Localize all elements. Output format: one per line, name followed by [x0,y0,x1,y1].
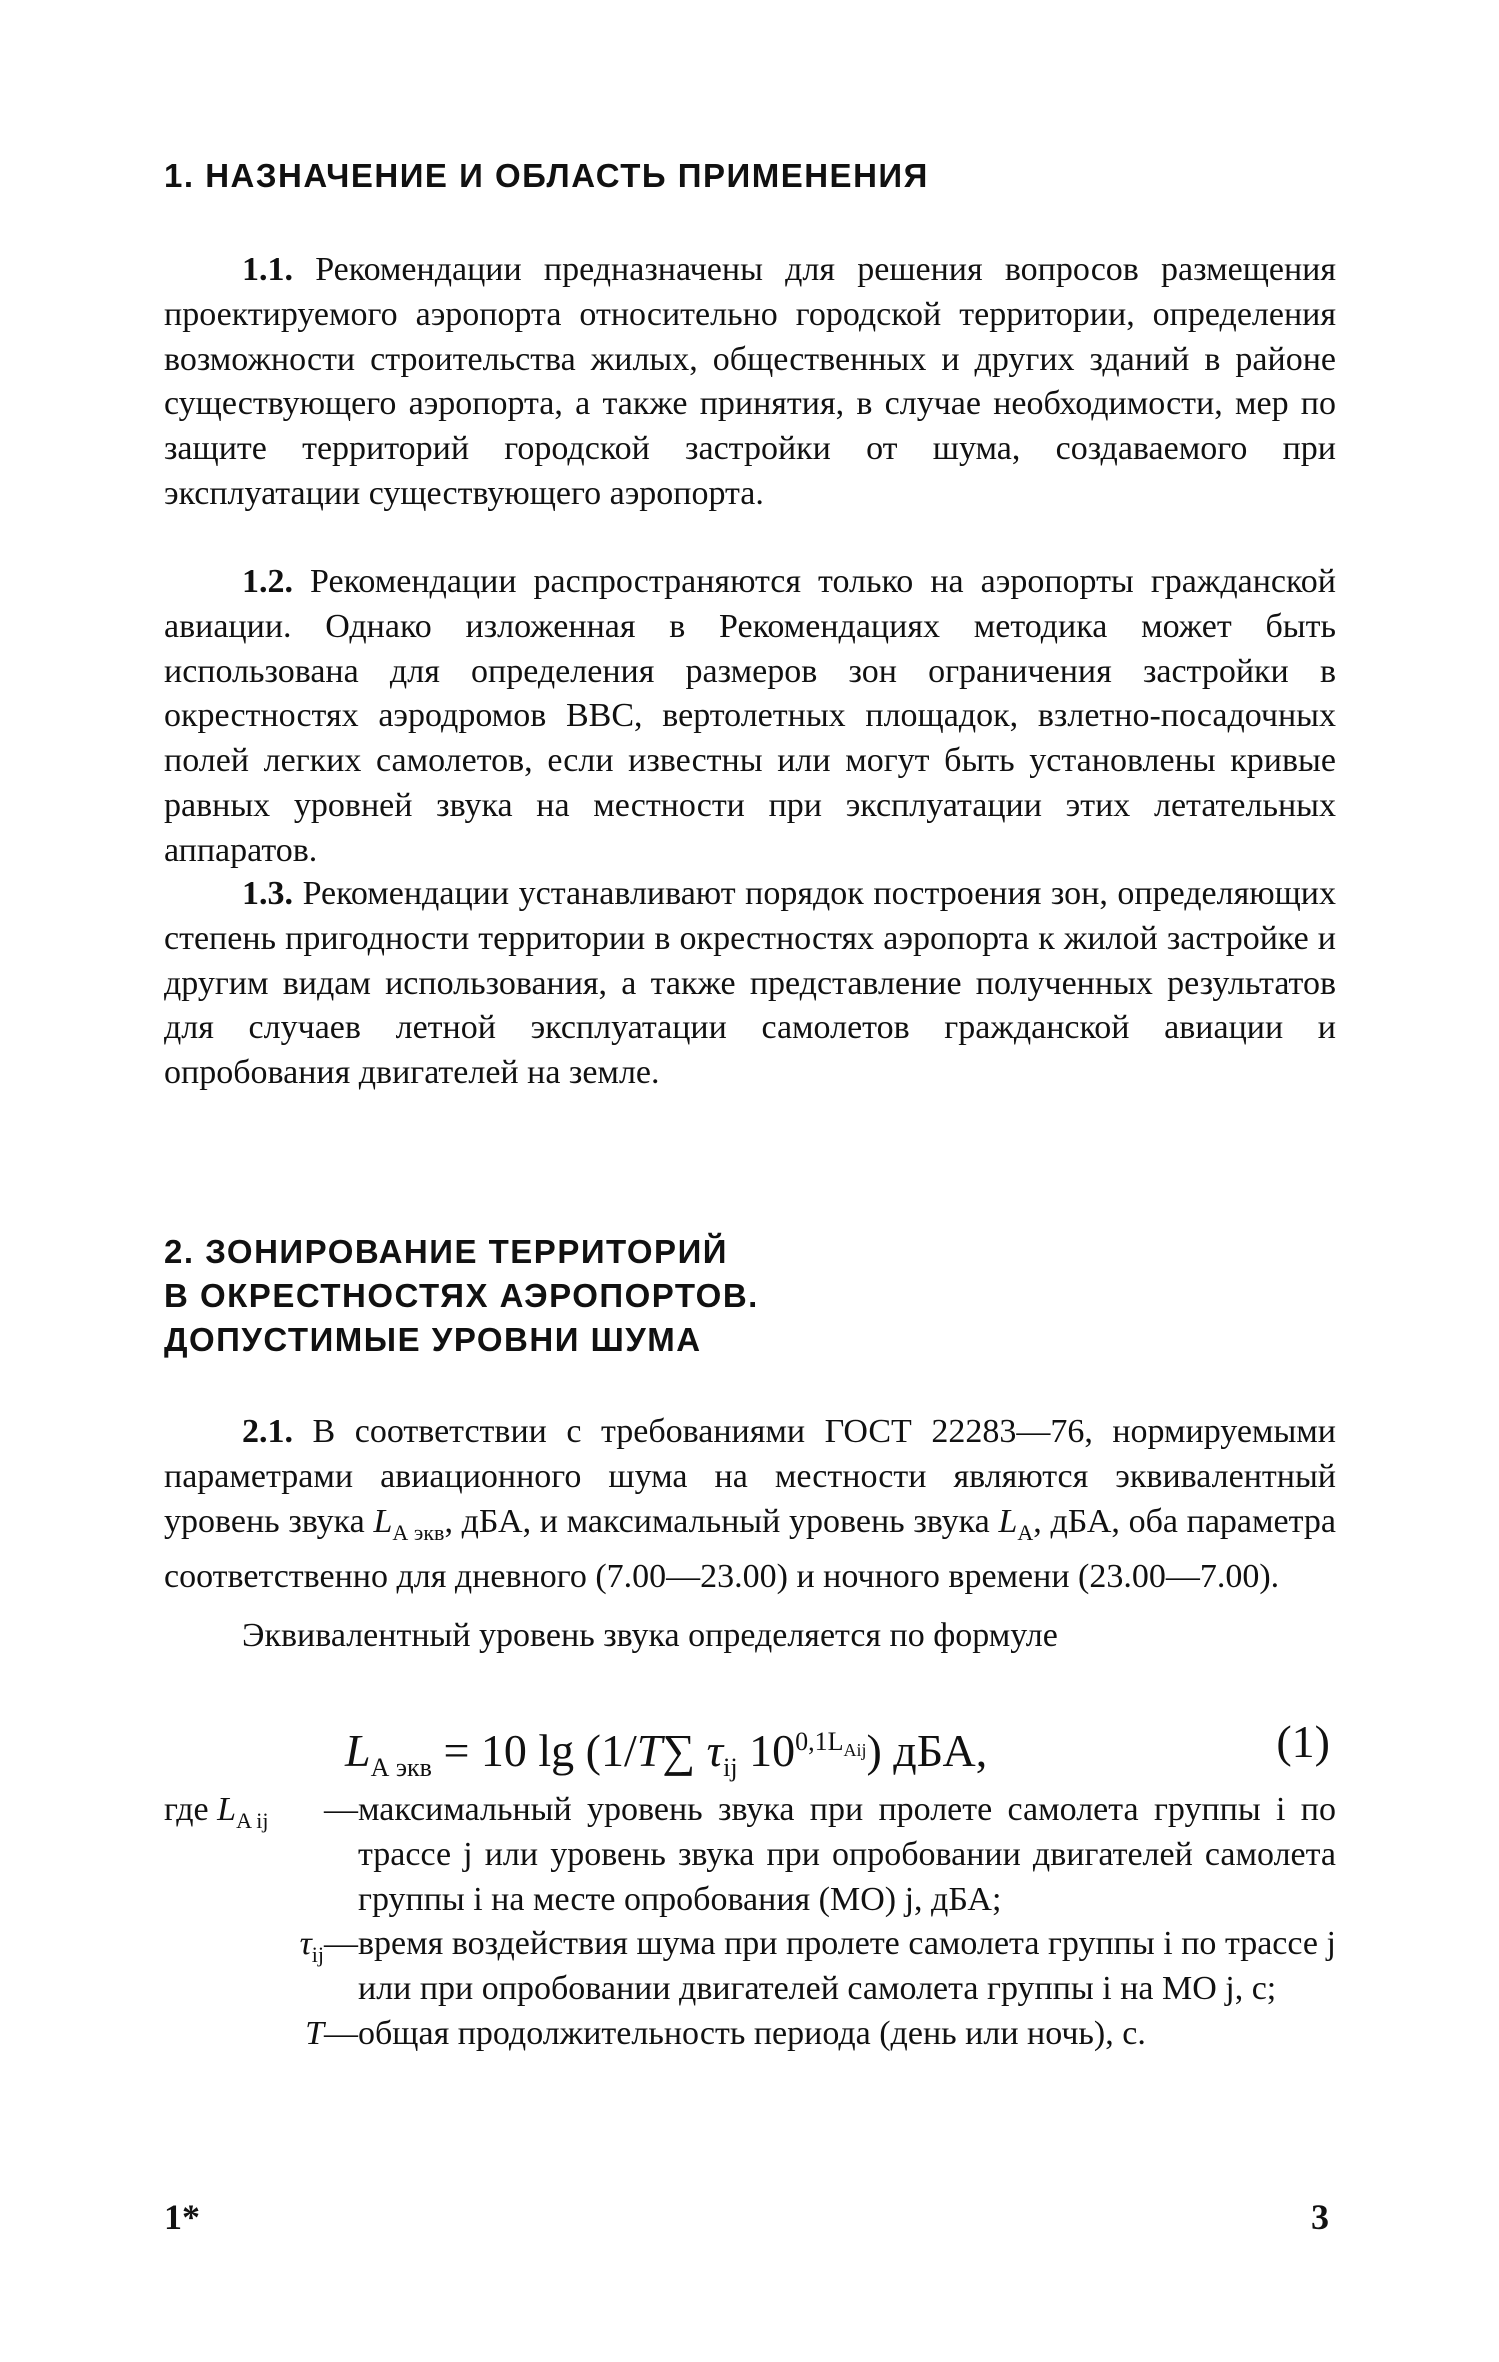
equation-close: ) дБА, [866,1725,988,1777]
equation-number: (1) [1276,1716,1330,1767]
section-2-heading-line-1: 2. ЗОНИРОВАНИЕ ТЕРРИТОРИЙ [164,1233,729,1270]
paragraph-2-1-text-a: В соответствии с требованиями ГОСТ 22283—76, нормируемыми параметрами авиационного шума на местности являются эквивалентный уровень звука [164,1413,1337,1540]
paragraph-2-1-text-c: , дБА, оба параметра соответственно для дневного (7.00—23.00) и ночного времени (23.00—7.00). [164,1502,1336,1596]
paragraph-2-1 [164,1410,1336,1600]
equation-exponent [795,1727,867,1761]
section-2-heading-line-3: ДОПУСТИМЫЕ УРОВНИ ШУМА [164,1321,702,1358]
definition-text: общая продолжительность периода (день или ночь), с. [358,2014,1146,2052]
paragraph-1-1-text: Рекомендации предназначены для решения вопросов размещения проектируемого аэропорта относительно городской территории, определения возможности строительства жилых, общественных и других зданий в районе существующего аэропорта, а также принятия, в случае необходимости, мер по защите территорий городской застройки от шума, создаваемого при эксплуатации существующего аэропорта. [164,251,1337,512]
definition-dash: — [324,2014,358,2052]
definitions-list [164,1788,1336,2068]
paragraph-2-2 [164,1614,1336,1659]
symbol-la-ekv-subscript: А экв [392,1519,445,1545]
definition-symbol [164,1788,324,1922]
page-number: 3 [1311,2197,1329,2237]
signature-mark: 1* [164,2197,200,2237]
equation-tau-subscript: ij [723,1753,738,1783]
equation-lhs: L [345,1725,371,1777]
equation-exponent-subscript: Aij [843,1740,867,1761]
symbol-la: L [998,1502,1018,1540]
equation-1 [345,1712,1330,1783]
equation-rhs-a: = 10 lg (1/ [431,1725,637,1777]
section-1-heading [164,154,1344,198]
equation-tau: τ [695,1725,724,1777]
equation-sum-sign: ∑ [662,1725,696,1777]
definition-symbol-subscript: A ij [236,1807,269,1833]
equation-exponent-text: 0,1L [795,1727,844,1756]
equation-lhs-subscript: А экв [370,1753,432,1783]
equation-ten: 10 [737,1725,796,1777]
section-2-heading-line-2: В ОКРЕСТНОСТЯХ АЭРОПОРТОВ. [164,1277,759,1314]
definition-symbol [164,2012,324,2068]
paragraph-1-1 [164,248,1336,517]
section-2-heading [164,1230,1344,1362]
definition-symbol [164,1922,324,2012]
definition-symbol-main: τ [299,1925,312,1963]
definition-prefix: где [164,1791,218,1828]
paragraph-2-1-number: 2.1. [242,1413,293,1450]
definition-dash: — [324,1925,358,1963]
paragraph-1-2-number: 1.2. [242,563,293,600]
symbol-la-ekv: L [373,1502,393,1540]
paragraph-2-2-text: Эквивалентный уровень звука определяется по формуле [242,1617,1058,1654]
equation-body [345,1725,988,1783]
equation-period: T [636,1725,663,1777]
symbol-la-subscript: А [1017,1519,1034,1545]
definition-symbol-main: L [217,1791,237,1828]
section-1-heading-text: 1. НАЗНАЧЕНИЕ И ОБЛАСТЬ ПРИМЕНЕНИЯ [164,157,929,194]
definition-symbol-main: T [305,2014,324,2052]
definition-item [164,2012,1336,2068]
definition-dash: — [324,1791,358,1828]
paragraph-1-3-text: Рекомендации устанавливают порядок построения зон, определяющих степень пригодности территории в окрестностях аэропорта к жилой застройке и другим видам использования, а также представление полученных результатов для случаев летной эксплуатации самолетов гражданской авиации и опробования двигателей на земле. [164,875,1336,1092]
definition-symbol-subscript: ij [311,1942,324,1968]
paragraph-1-1-number: 1.1. [242,251,293,288]
paragraph-1-2-text: Рекомендации распространяются только на аэропорты гражданской авиации. Однако изложенная в Рекомендациях методика может быть использована для определения размеров зон ограничения застройки в окрестностях аэродромов ВВС, вертолетных площадок, взлетно-посадочных полей легких самолетов, если известны или могут быть установлены кривые равных уровней звука на местности при эксплуатации этих летательных аппаратов. [164,563,1337,869]
definition-text: время воздействия шума при пролете самолета группы i по трассе j или при опробовании двигателей самолета группы i на МО j, с; [358,1925,1336,2008]
paragraph-1-3-number: 1.3. [242,875,293,912]
paragraph-1-2 [164,560,1336,874]
definition-item [164,1788,1336,1922]
paragraph-2-1-text-b: , дБА, и максимальный уровень звука [444,1502,990,1540]
paragraph-1-3 [164,872,1336,1096]
definition-text: максимальный уровень звука при пролете самолета группы i по трассе j или уровень звука при опробовании двигателей самолета группы i на месте опробования (МО) j, дБА; [358,1791,1336,1918]
definition-item [164,1922,1336,2012]
